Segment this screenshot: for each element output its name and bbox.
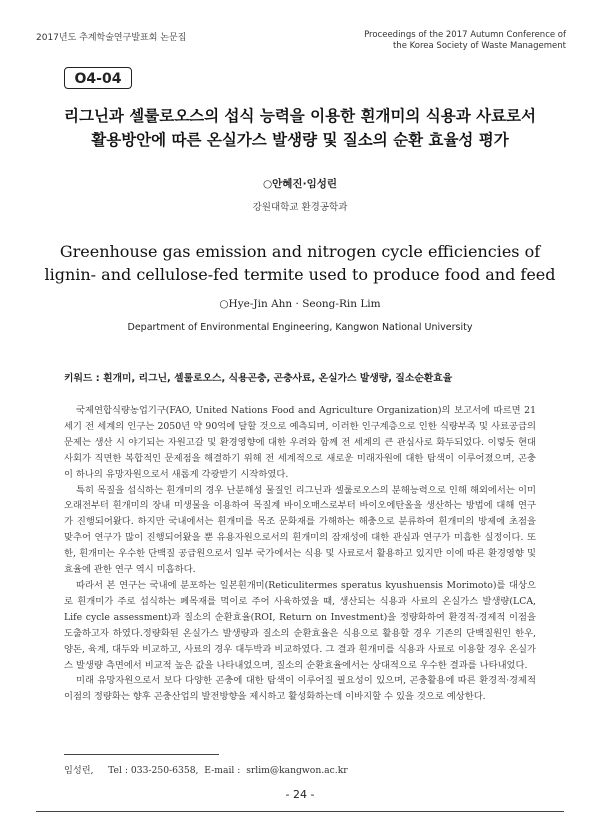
english-title [40,240,560,286]
paragraph-1: 국제연합식량농업기구(FAO, United Nations Food and Agriculture Organization)의 보고서에 따르면 21세기 전 세계의 인구는 2050년 약 90억에 달할 것으로 예측되며, 이러한 인구계층으로 인한 식량부족 및 사료공급의 문제는 생산 시 야기되는 자원고갈 및 환경영향에 대한 우려와 함께 전 세계의 큰 관심사로 화두되었다. 이렇듯 현대사회가 직면한 복합적인 문제점을 해결하기 위해 전 세계적으로 새로운 미래자원에 대한 탐색이 이루어졌으며, 곤충이 하나의 유망자원으로서 새롭게 각광받기 시작하였다. [64,405,536,480]
footnote-contact: 임성린, Tel : 033-250-6358, E-mail : srlim@kangwon.ac.kr [64,765,348,776]
conference-header-english [364,30,566,52]
english-authors: ○Hye-Jin Ahn · Seong-Rin Lim [219,298,381,310]
header-line-1: Proceedings of the 2017 Autumn Conference of [364,30,566,40]
english-title-line-2: lignin- and cellulose-fed termite used to produce food and feed [44,265,556,284]
korean-title-line-1: 리그닌과 셀룰로오스의 섭식 능력을 이용한 흰개미의 식용과 사료로서 [64,107,536,125]
footnote-divider [64,754,219,755]
korean-title [40,104,560,152]
header-line-2: the Korea Society of Waste Management [392,41,566,51]
paragraph-3: 따라서 본 연구는 국내에 분포하는 일본흰개미(Reticulitermes speratus kyushuensis Morimoto)를 대상으로 흰개미가 주로 섭식하는 폐목재를 먹이로 주어 사육하였을 때, 생산되는 식용과 사료의 온실가스 발생량(LCA, Life cycle assessment)과 질소의 순환효율(ROI, Return on Investment)을 정량화하여 환경적·경제적 이점을 도출하고자 하였다.정량화된 온실가스 발생량과 질소의 순환효율은 식용으로 활용할 경우 기존의 단백질원인 한우, 양돈, 육계, 대두와 비교하고, 사료의 경우 대두박과 비교하였다. 그 결과 흰개미를 식용과 사료로 이용할 경우 온실가스 발생량 측면에서 비교적 높은 값을 나타내었으며, 질소의 순환효율에서는 상대적으로 우수한 결과를 나타내었다. [64,579,536,671]
paragraph-4: 미래 유망자원으로서 보다 다양한 곤충에 대한 탐색이 이루어질 필요성이 있으며, 곤충활용에 따른 환경적·경제적 이점의 정량화는 향후 곤충산업의 발전방향을 제시하고 활성화하는데 이바지할 수 있을 것으로 예상한다. [64,675,536,703]
korean-title-line-2: 활용방안에 따른 온실가스 발생량 및 질소의 순환 효율성 평가 [91,131,509,149]
english-affiliation: Department of Environmental Engineering, Kangwon National University [127,322,473,333]
english-title-line-1: Greenhouse gas emission and nitrogen cycle efficiencies of [59,242,541,261]
paragraph-2: 특히 목질을 섭식하는 흰개미의 경우 난분해성 물질인 리그닌과 셀룰로오스의 분해능력으로 인해 해외에서는 이미 오래전부터 흰개미의 장내 미생물을 이용하여 목질계 바이오매스로부터 바이오에탄올을 생산하는 방법에 대해 연구가 진행되어왔다. 하지만 국내에서는 흰개미를 목조 문화재를 가해하는 해충으로 분류하여 흰개미의 방제에 초점을 맞추어 연구가 많이 진행되어왔을 뿐 유용자원으로서의 흰개미의 잠재성에 대한 관심과 연구가 미흡한 실정이다. 또한, 흰개미는 우수한 단백질 공급원으로서 일부 국가에서는 식용 및 사료로서 활용하고 있지만 이에 따른 환경영향 및 효율에 관한 연구 역시 미흡하다. [64,484,536,576]
conference-header-korean: 2017년도 추계학술연구발표회 논문집 [36,33,187,43]
abstract-body [64,403,536,705]
keywords: 키워드 : 흰개미, 리그닌, 셀룰로오스, 식용곤충, 곤충사료, 온실가스 발생량, 질소순환효율 [64,373,453,384]
bottom-divider [36,811,564,812]
korean-authors: ○안혜진·임성린 [262,178,337,190]
paper-code-badge: O4-04 [64,67,132,89]
page-number: - 24 - [285,788,315,801]
korean-affiliation: 강원대학교 환경공학과 [252,202,348,213]
